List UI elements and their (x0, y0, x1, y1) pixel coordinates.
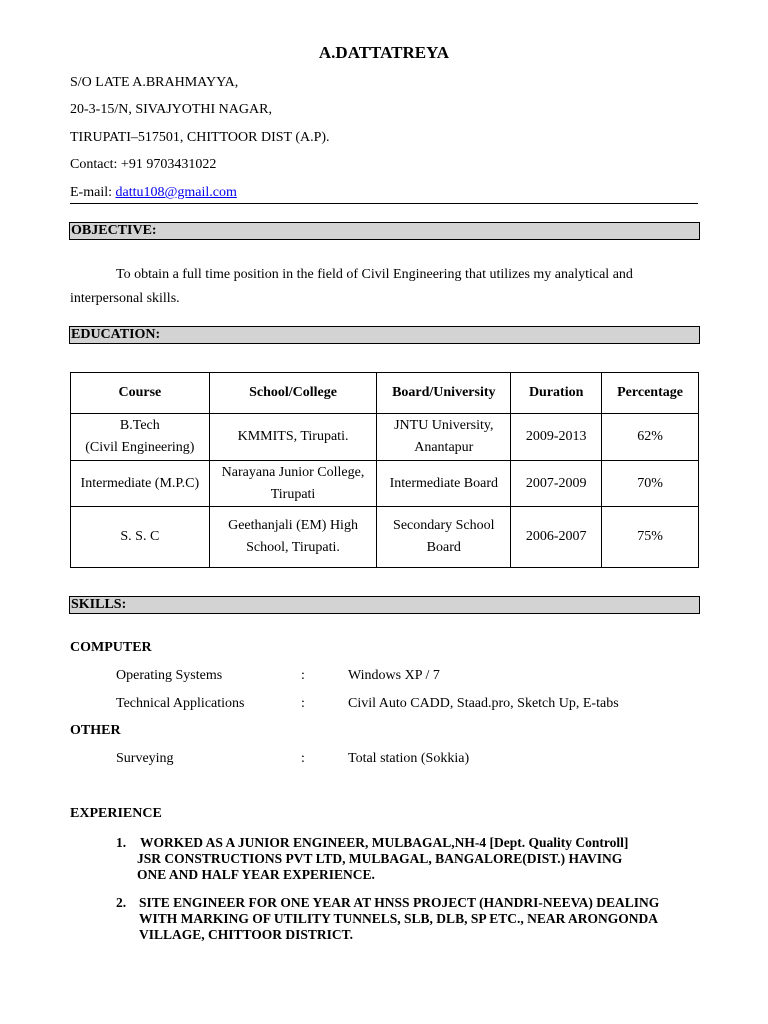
experience-item (116, 895, 706, 943)
skill-separator: : (301, 696, 305, 711)
resume-name: A.DATTATREYA (318, 43, 450, 62)
education-header-row (71, 373, 699, 414)
table-row (71, 461, 699, 507)
duration-cell: 2007-2009 (511, 461, 602, 507)
skill-separator: : (301, 668, 305, 683)
objective-heading: OBJECTIVE: (69, 222, 700, 240)
column-header: Duration (511, 373, 602, 414)
computer-skills-title: COMPUTER (70, 640, 152, 655)
experience-number: 1. (116, 835, 127, 850)
skill-value: Windows XP / 7 (348, 668, 440, 683)
email-line (70, 184, 237, 202)
duration-cell: 2006-2007 (511, 507, 602, 568)
email-label: E-mail: (70, 185, 116, 200)
skill-label: Operating Systems (116, 668, 223, 683)
experience-text: SITE ENGINEER FOR ONE YEAR AT HNSS PROJECT (HANDRI-NEEVA) DEALING WITH MARKING OF UTILITY TUNNELS, SLB, DLB, SP ETC., NEAR ARONGONDA VILLAGE, CHITTOOR DISTRICT. (139, 895, 660, 942)
duration-cell: 2009-2013 (511, 414, 602, 461)
skill-value: Civil Auto CADD, Staad.pro, Sketch Up, E-tabs (348, 696, 619, 711)
address-line-1: S/O LATE A.BRAHMAYYA, (70, 75, 239, 90)
experience-item (116, 835, 706, 883)
school-cell: Narayana Junior College, Tirupati (209, 461, 377, 507)
other-skills-title: OTHER (70, 723, 121, 738)
column-header: Percentage (602, 373, 699, 414)
skill-label: Technical Applications (116, 696, 245, 711)
skill-separator: : (301, 751, 305, 766)
skill-label: Surveying (116, 751, 174, 766)
objective-text (70, 263, 698, 311)
address-line-3: TIRUPATI–517501, CHITTOOR DIST (A.P). (70, 130, 330, 145)
email-link[interactable]: dattu108@gmail.com (115, 185, 237, 200)
column-header: Board/University (377, 373, 511, 414)
address-line-2: 20-3-15/N, SIVAJYOTHI NAGAR, (70, 102, 272, 117)
experience-text: WORKED AS A JUNIOR ENGINEER, MULBAGAL,NH-4 [Dept. Quality Controll] JSR CONSTRUCTIONS PVT LTD, MULBAGAL, BANGALORE(DIST.) HAVING ONE AND HALF YEAR EXPERIENCE. (137, 835, 629, 882)
objective-text-line-2: interpersonal skills. (70, 291, 180, 306)
course-cell: B.Tech (Civil Engineering) (71, 414, 210, 461)
education-heading: EDUCATION: (69, 326, 700, 344)
experience-title: EXPERIENCE (70, 806, 162, 821)
contact-line: Contact: +91 9703431022 (70, 157, 217, 172)
header-divider (70, 203, 698, 204)
education-table (70, 372, 699, 568)
experience-number: 2. (116, 895, 127, 910)
school-cell: Geethanjali (EM) High School, Tirupati. (209, 507, 377, 568)
percentage-cell: 70% (602, 461, 699, 507)
percentage-cell: 62% (602, 414, 699, 461)
table-row (71, 507, 699, 568)
column-header: School/College (209, 373, 377, 414)
skills-heading: SKILLS: (69, 596, 700, 614)
course-cell: S. S. C (71, 507, 210, 568)
board-cell: JNTU University, Anantapur (377, 414, 511, 461)
percentage-cell: 75% (602, 507, 699, 568)
board-cell: Secondary School Board (377, 507, 511, 568)
board-cell: Intermediate Board (377, 461, 511, 507)
school-cell: KMMITS, Tirupati. (209, 414, 377, 461)
objective-text-line-1: To obtain a full time position in the field of Civil Engineering that utilizes my analytical and (116, 267, 633, 282)
table-row (71, 414, 699, 461)
course-cell: Intermediate (M.P.C) (71, 461, 210, 507)
column-header: Course (71, 373, 210, 414)
skill-value: Total station (Sokkia) (348, 751, 470, 766)
